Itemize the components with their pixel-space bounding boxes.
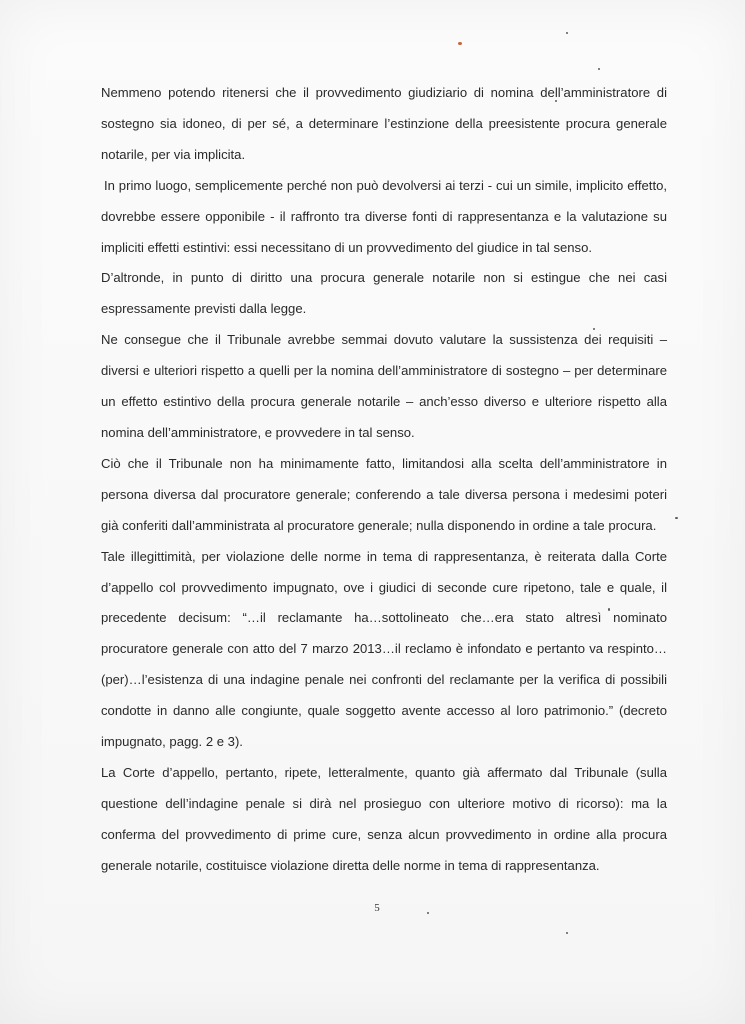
page-number: 5 [374,902,380,914]
scan-speck [427,912,429,914]
document-body [101,78,667,882]
paragraph: Ne consegue che il Tribunale avrebbe semmai dovuto valutare la sussistenza dei requisiti – diversi e ulteriori rispetto a quelli per la nomina dell’amministratore di sostegno – per determinare un effetto estintivo della procura generale notarile – anch’esso diverso e ulteriore rispetto alla nomina dell’amministratore, e provvedere in tal senso. [101,332,667,440]
paragraph: Nemmeno potendo ritenersi che il provvedimento giudiziario di nomina dell’amministratore di sostegno sia idoneo, di per sé, a determinare l’estinzione della preesistente procura generale notarile, per via implicita. [101,85,667,162]
scan-speck [675,517,678,519]
scan-speck [566,932,568,934]
paragraph: Tale illegittimità, per violazione delle norme in tema di rappresentanza, è reiterata dalla Corte d’appello col provvedimento impugnato, ove i giudici di seconde cure ripetono, tale e quale, il precedente decisum: “…il reclamante ha…sottolineato che…era stato altresì nominato procuratore generale con atto del 7 marzo 2013…il reclamo è infondato e pertanto va respinto…(per)…l’esistenza di una indagine penale nei confronti del reclamante per la verifica di possibili condotte in danno alle congiunte, quale soggetto avente accesso al loro patrimonio.” (decreto impugnato, pagg. 2 e 3). [101,548,667,750]
paragraph: Ciò che il Tribunale non ha minimamente fatto, limitandosi alla scelta dell’amministratore in persona diversa dal procuratore generale; conferendo a tale diversa persona i medesimi poteri già conferiti dall’amministrata al procuratore generale; nulla disponendo in ordine a tale procura. [101,455,667,533]
scan-speck [458,42,462,45]
scan-speck [566,32,568,34]
paragraph: D’altronde, in punto di diritto una procura generale notarile non si estingue che nei casi espressamente previsti dalla legge. [101,270,667,317]
paragraph: In primo luogo, semplicemente perché non può devolversi ai terzi - cui un simile, implicito effetto, dovrebbe essere opponibile - il raffronto tra diverse fonti di rappresentanza e la valutazione su impliciti effetti estintivi: essi necessitano di un provvedimento del giudice in tal senso. [101,177,667,255]
scan-speck [598,68,600,70]
paragraph: La Corte d’appello, pertanto, ripete, letteralmente, quanto già affermato dal Tribunale (sulla questione dell’indagine penale si dirà nel prosieguo con ulteriore motivo di ricorso): ma la conferma del provvedimento di prime cure, senza alcun provvedimento in ordine alla procura generale notarile, costituisce violazione diretta delle norme in tema di rappresentanza. [101,764,667,873]
